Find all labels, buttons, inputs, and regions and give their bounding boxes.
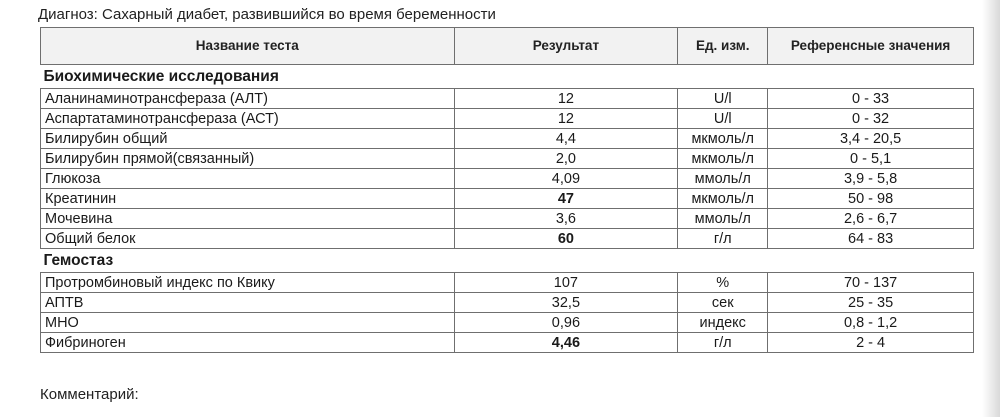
unit-cell: U/l: [678, 89, 768, 109]
table-row: [41, 129, 974, 149]
result-cell: 2,0: [454, 149, 678, 169]
column-header-reference: Референсные значения: [768, 28, 974, 65]
table-row: [41, 149, 974, 169]
diagnosis-line: Диагноз: Сахарный диабет, развившийся во время беременности: [38, 6, 496, 23]
test-name-cell: Фибриноген: [41, 333, 455, 353]
reference-cell: 64 - 83: [768, 229, 974, 249]
column-header-test-name: Название теста: [41, 28, 455, 65]
table-row: [41, 273, 974, 293]
reference-cell: 70 - 137: [768, 273, 974, 293]
test-name-cell: Глюкоза: [41, 169, 455, 189]
test-name-cell: Протромбиновый индекс по Квику: [41, 273, 455, 293]
result-cell: 12: [454, 89, 678, 109]
result-cell: 3,6: [454, 209, 678, 229]
test-name-cell: АПТВ: [41, 293, 455, 313]
table-row: [41, 109, 974, 129]
unit-cell: ммоль/л: [678, 209, 768, 229]
reference-cell: 50 - 98: [768, 189, 974, 209]
section-title: Гемостаз: [43, 252, 114, 269]
section-title: Биохимические исследования: [43, 68, 279, 85]
reference-cell: 3,9 - 5,8: [768, 169, 974, 189]
test-name-cell: Билирубин общий: [41, 129, 455, 149]
result-cell: 107: [454, 273, 678, 293]
results-table: [40, 27, 974, 353]
section-header: [41, 65, 974, 89]
unit-cell: мкмоль/л: [678, 189, 768, 209]
result-cell: 12: [454, 109, 678, 129]
test-name-cell: Билирубин прямой(связанный): [41, 149, 455, 169]
unit-cell: г/л: [678, 229, 768, 249]
table-row: [41, 209, 974, 229]
unit-cell: г/л: [678, 333, 768, 353]
column-header-unit: Ед. изм.: [678, 28, 768, 65]
table-row: [41, 89, 974, 109]
test-name-cell: Мочевина: [41, 209, 455, 229]
table-row: [41, 313, 974, 333]
result-cell: 4,46: [454, 333, 678, 353]
table-row: [41, 333, 974, 353]
section-header: [41, 249, 974, 273]
reference-cell: 2,6 - 6,7: [768, 209, 974, 229]
reference-cell: 0 - 5,1: [768, 149, 974, 169]
reference-cell: 0 - 33: [768, 89, 974, 109]
result-cell: 32,5: [454, 293, 678, 313]
unit-cell: мкмоль/л: [678, 129, 768, 149]
table-row: [41, 169, 974, 189]
unit-cell: ммоль/л: [678, 169, 768, 189]
unit-cell: U/l: [678, 109, 768, 129]
column-header-result: Результат: [454, 28, 678, 65]
result-cell: 4,09: [454, 169, 678, 189]
reference-cell: 25 - 35: [768, 293, 974, 313]
test-name-cell: Общий белок: [41, 229, 455, 249]
reference-cell: 0 - 32: [768, 109, 974, 129]
test-name-cell: МНО: [41, 313, 455, 333]
test-name-cell: Аспартатаминотрансфераза (АСТ): [41, 109, 455, 129]
result-cell: 4,4: [454, 129, 678, 149]
unit-cell: сек: [678, 293, 768, 313]
result-cell: 60: [454, 229, 678, 249]
reference-cell: 0,8 - 1,2: [768, 313, 974, 333]
test-name-cell: Креатинин: [41, 189, 455, 209]
result-cell: 47: [454, 189, 678, 209]
table-row: [41, 189, 974, 209]
page-edge-shadow: [982, 0, 1000, 417]
reference-cell: 3,4 - 20,5: [768, 129, 974, 149]
reference-cell: 2 - 4: [768, 333, 974, 353]
table-row: [41, 229, 974, 249]
comment-label: Комментарий:: [40, 386, 139, 403]
unit-cell: мкмоль/л: [678, 149, 768, 169]
table-header-row: [41, 28, 974, 65]
test-name-cell: Аланинаминотрансфераза (АЛТ): [41, 89, 455, 109]
table-row: [41, 293, 974, 313]
unit-cell: индекс: [678, 313, 768, 333]
table-body: [41, 65, 974, 353]
unit-cell: %: [678, 273, 768, 293]
result-cell: 0,96: [454, 313, 678, 333]
